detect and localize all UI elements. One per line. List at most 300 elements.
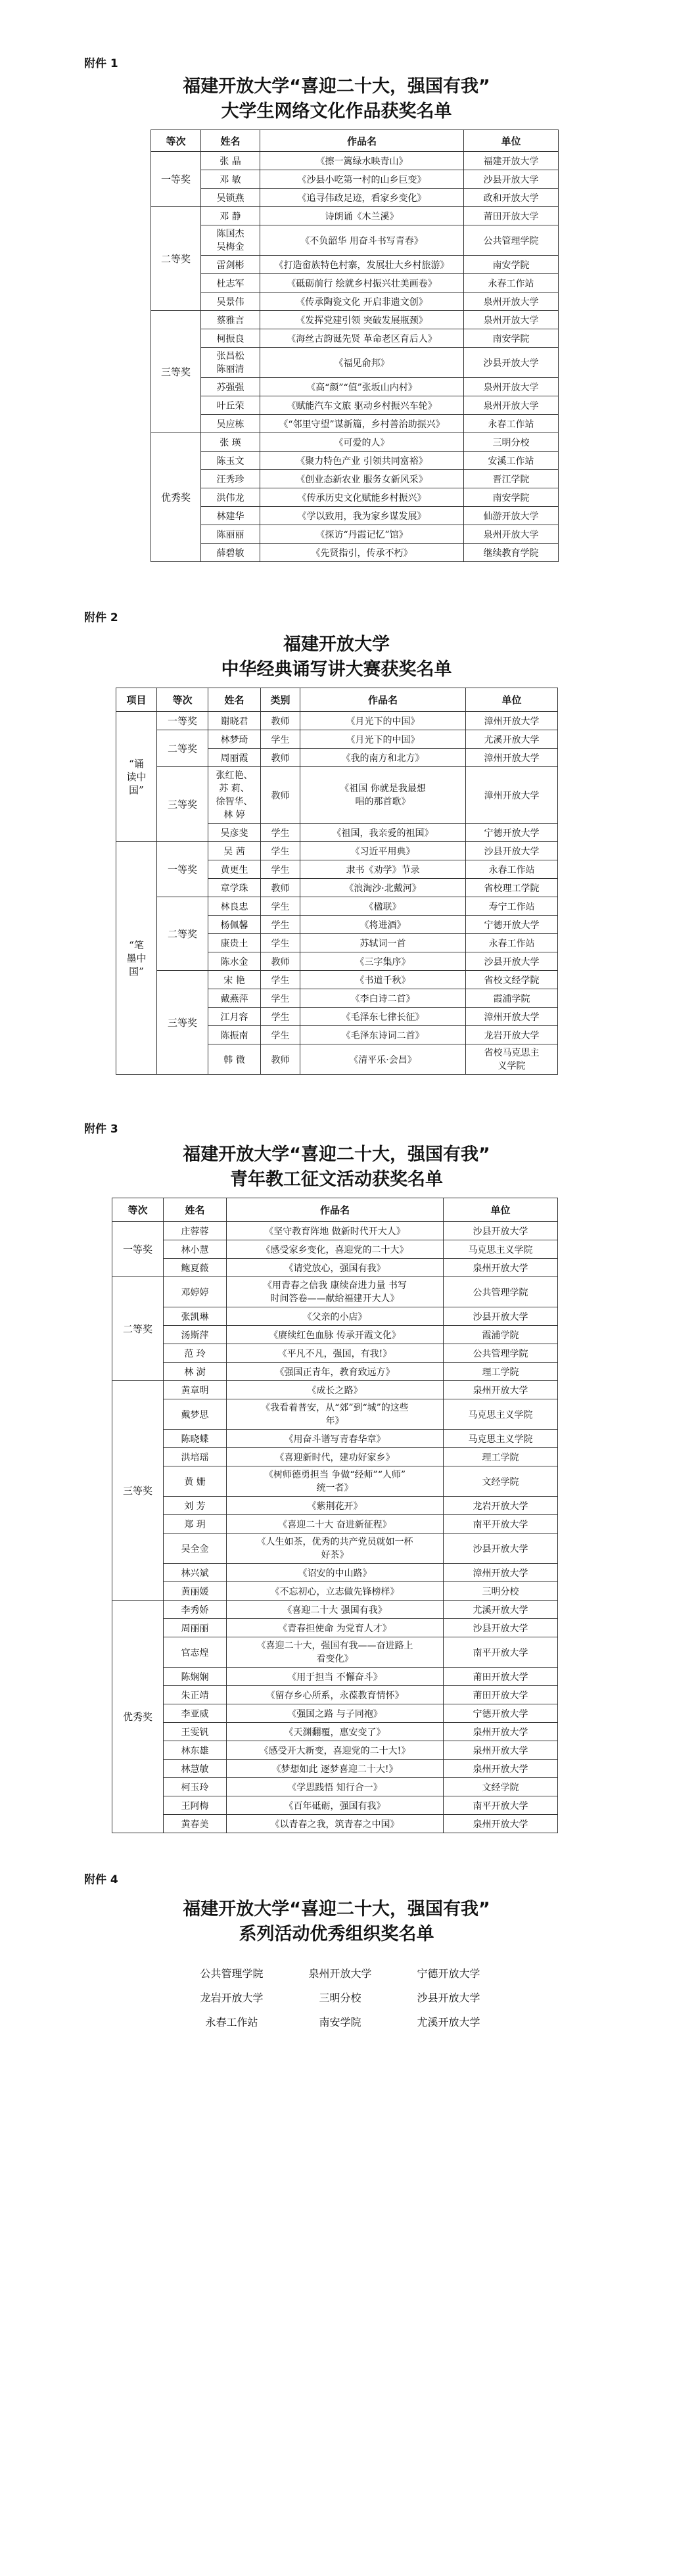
unit-cell: 泉州开放大学 xyxy=(444,1381,558,1399)
award-level-cell: 三等奖 xyxy=(157,767,208,842)
table-row xyxy=(151,433,559,452)
unit-cell: 晋江学院 xyxy=(464,470,559,488)
work-cell: 《用于担当 不懈奋斗》 xyxy=(227,1668,444,1686)
unit-cell: 沙县开放大学 xyxy=(464,170,559,189)
work-cell: 《海丝古韵诞先贤 革命老区育后人》 xyxy=(260,329,464,348)
organization-item: 龙岩开放大学 xyxy=(200,1992,264,2004)
award-level-cell: 三等奖 xyxy=(151,311,201,433)
unit-cell: 三明分校 xyxy=(464,433,559,452)
category-cell: 教师 xyxy=(261,879,300,897)
unit-cell: 泉州开放大学 xyxy=(444,1760,558,1778)
unit-cell: 沙县开放大学 xyxy=(466,952,558,971)
attachment-1-title-line2: 大学生网络文化作品获奖名单 xyxy=(221,101,452,122)
name-cell: 陈丽丽 xyxy=(201,525,260,544)
unit-cell: 公共管理学院 xyxy=(444,1277,558,1307)
table-header: 作品名 xyxy=(260,130,464,152)
work-cell: 《喜迎二十大 奋进新征程》 xyxy=(227,1515,444,1534)
name-cell: 柯振良 xyxy=(201,329,260,348)
unit-cell: 莆田开放大学 xyxy=(444,1686,558,1704)
work-cell-line: 好茶》 xyxy=(321,1549,349,1560)
work-cell: 《将进酒》 xyxy=(300,916,466,934)
work-cell: 《不负韶华 用奋斗书写青春》 xyxy=(260,225,464,256)
name-cell: 汪秀珍 xyxy=(201,470,260,488)
work-cell xyxy=(227,1399,444,1430)
table-row xyxy=(116,767,558,824)
name-cell: 范 玲 xyxy=(164,1344,227,1363)
unit-cell-line: 省校马克思主 xyxy=(484,1047,540,1058)
category-cell: 学生 xyxy=(261,916,300,934)
table-row xyxy=(116,712,558,730)
unit-cell: 马克思主义学院 xyxy=(444,1430,558,1448)
table-row xyxy=(112,1381,558,1399)
attachment-2-title-line1: 福建开放大学 xyxy=(283,634,390,655)
attachment-3-table xyxy=(112,1198,558,1833)
table-row xyxy=(112,1363,558,1381)
unit-cell: 漳州开放大学 xyxy=(466,712,558,730)
name-cell: 郑 玥 xyxy=(164,1515,227,1534)
name-cell: 谢晓君 xyxy=(208,712,261,730)
table-row xyxy=(112,1582,558,1601)
table-row xyxy=(151,311,559,329)
attachment-1 xyxy=(0,0,673,562)
name-cell: 吴全金 xyxy=(164,1534,227,1564)
category-cell: 教师 xyxy=(261,712,300,730)
work-cell: 苏轼词一首 xyxy=(300,934,466,952)
work-cell-line: 《我看着普安，从“郊”到“城”的这些 xyxy=(261,1402,409,1413)
table-header: 单位 xyxy=(464,130,559,152)
table-row xyxy=(151,256,559,274)
work-cell: 《月光下的中国》 xyxy=(300,730,466,749)
table-row xyxy=(112,1259,558,1277)
name-cell: 陈水金 xyxy=(208,952,261,971)
table-header: 等次 xyxy=(151,130,201,152)
category-cell: 学生 xyxy=(261,897,300,916)
name-cell: 刘 芳 xyxy=(164,1497,227,1515)
work-cell: 《聚力特色产业 引领共同富裕》 xyxy=(260,452,464,470)
attachment-4 xyxy=(0,1833,673,2029)
work-cell xyxy=(300,767,466,824)
table-row xyxy=(112,1601,558,1619)
name-cell xyxy=(208,767,261,824)
table-row xyxy=(112,1448,558,1466)
unit-cell: 霞浦学院 xyxy=(466,989,558,1008)
project-cell-line: 国” xyxy=(129,965,144,977)
work-cell: 《习近平用典》 xyxy=(300,842,466,860)
name-cell: 吴 茜 xyxy=(208,842,261,860)
unit-cell: 省校理工学院 xyxy=(466,879,558,897)
table-row xyxy=(112,1704,558,1723)
unit-cell-line: 义学院 xyxy=(498,1060,526,1071)
name-cell: 吴景伟 xyxy=(201,293,260,311)
work-cell: 《发挥党建引领 突破发展瓶颈》 xyxy=(260,311,464,329)
table-header: 姓名 xyxy=(201,130,260,152)
unit-cell: 南平开放大学 xyxy=(444,1796,558,1815)
work-cell: 《赋能汽车文旅 驱动乡村振兴车轮》 xyxy=(260,396,464,415)
name-cell: 林良忠 xyxy=(208,897,261,916)
unit-cell: 漳州开放大学 xyxy=(466,749,558,767)
unit-cell: 南平开放大学 xyxy=(444,1637,558,1668)
table-row xyxy=(151,470,559,488)
unit-cell: 莆田开放大学 xyxy=(464,207,559,225)
table-row xyxy=(116,897,558,916)
category-cell: 学生 xyxy=(261,842,300,860)
work-cell: 《百年砥砺，强国有我》 xyxy=(227,1796,444,1815)
unit-cell: 泉州开放大学 xyxy=(464,311,559,329)
unit-cell: 政和开放大学 xyxy=(464,189,559,207)
name-cell: 戴梦思 xyxy=(164,1399,227,1430)
unit-cell: 漳州开放大学 xyxy=(466,767,558,824)
organization-item: 宁德开放大学 xyxy=(417,1967,480,1980)
name-cell: 陈振南 xyxy=(208,1026,261,1044)
work-cell: 《留存乡心所系，永葆教育情怀》 xyxy=(227,1686,444,1704)
table-row xyxy=(151,189,559,207)
category-cell: 教师 xyxy=(261,749,300,767)
project-cell-line: 国” xyxy=(129,784,144,796)
table-row xyxy=(112,1326,558,1344)
award-level-cell: 二等奖 xyxy=(157,730,208,767)
work-cell-line: 《树师德勇担当 争做“经师”“人师” xyxy=(264,1469,406,1480)
table-row xyxy=(112,1277,558,1307)
work-cell: 《感受开大新变，喜迎党的二十大!》 xyxy=(227,1741,444,1760)
organization-item: 三明分校 xyxy=(319,1992,361,2004)
work-cell: 《我的南方和北方》 xyxy=(300,749,466,767)
table-row xyxy=(116,842,558,860)
name-cell: 朱正靖 xyxy=(164,1686,227,1704)
table-row xyxy=(112,1534,558,1564)
unit-cell: 福建开放大学 xyxy=(464,152,559,170)
table-row xyxy=(112,1760,558,1778)
attachment-3-title-line1: 福建开放大学“喜迎二十大，强国有我” xyxy=(183,1144,490,1165)
work-cell-line: 统一者》 xyxy=(316,1482,354,1493)
attachment-1-table xyxy=(151,129,559,562)
category-cell: 学生 xyxy=(261,824,300,842)
work-cell: 《清平乐·会昌》 xyxy=(300,1044,466,1075)
table-row xyxy=(112,1466,558,1497)
table-row xyxy=(112,1668,558,1686)
name-cell: 王阿梅 xyxy=(164,1796,227,1815)
work-cell: 《毛泽东七律长征》 xyxy=(300,1008,466,1026)
name-cell-line: 张红艳、 xyxy=(216,770,253,781)
work-cell xyxy=(227,1534,444,1564)
name-cell: 章学珠 xyxy=(208,879,261,897)
table-header: 单位 xyxy=(444,1198,558,1222)
name-cell: 江月容 xyxy=(208,1008,261,1026)
project-cell xyxy=(116,842,157,1075)
work-cell-line: 唱的那首歌》 xyxy=(355,796,411,807)
table-row xyxy=(151,488,559,507)
name-cell: 戴燕萍 xyxy=(208,989,261,1008)
work-cell: 《“邻里守望”谋新篇，乡村善治助振兴》 xyxy=(260,415,464,433)
unit-cell: 泉州开放大学 xyxy=(444,1815,558,1833)
name-cell: 杨佩馨 xyxy=(208,916,261,934)
name-cell: 雷剑彬 xyxy=(201,256,260,274)
attachment-4-title-line1: 福建开放大学“喜迎二十大，强国有我” xyxy=(183,1899,490,1919)
organization-item: 永春工作站 xyxy=(205,2016,258,2028)
award-level-cell: 二等奖 xyxy=(112,1277,164,1381)
name-cell: 黄丽媛 xyxy=(164,1582,227,1601)
unit-cell: 泉州开放大学 xyxy=(464,293,559,311)
table-row xyxy=(151,544,559,562)
work-cell: 《坚守教育阵地 做新时代开大人》 xyxy=(227,1222,444,1240)
category-cell: 教师 xyxy=(261,1044,300,1075)
name-cell: 吴彦斐 xyxy=(208,824,261,842)
table-header: 单位 xyxy=(466,688,558,712)
category-cell: 学生 xyxy=(261,934,300,952)
unit-cell: 霞浦学院 xyxy=(444,1326,558,1344)
unit-cell: 尤溪开放大学 xyxy=(466,730,558,749)
table-header: 作品名 xyxy=(300,688,466,712)
project-cell-line: 墨中 xyxy=(126,952,147,964)
unit-cell: 马克思主义学院 xyxy=(444,1399,558,1430)
unit-cell: 宁德开放大学 xyxy=(466,916,558,934)
name-cell: 杜志军 xyxy=(201,274,260,293)
category-cell: 学生 xyxy=(261,860,300,879)
table-row xyxy=(112,1741,558,1760)
table-row xyxy=(112,1307,558,1326)
unit-cell: 仙游开放大学 xyxy=(464,507,559,525)
organization-item: 沙县开放大学 xyxy=(417,1992,480,2004)
work-cell: 《以青春之我，筑青春之中国》 xyxy=(227,1815,444,1833)
work-cell: 《平凡不凡，强国，有我!》 xyxy=(227,1344,444,1363)
work-cell-line: 《喜迎二十大，强国有我——奋进路上 xyxy=(256,1640,413,1651)
work-cell: 《强国之路 与子同袍》 xyxy=(227,1704,444,1723)
award-level-cell: 三等奖 xyxy=(157,971,208,1075)
table-row xyxy=(112,1815,558,1833)
name-cell: 吴应栋 xyxy=(201,415,260,433)
unit-cell: 公共管理学院 xyxy=(444,1344,558,1363)
unit-cell: 漳州开放大学 xyxy=(444,1564,558,1582)
award-level-cell: 优秀奖 xyxy=(151,433,201,562)
name-cell: 陈娴娴 xyxy=(164,1668,227,1686)
name-cell-line: 徐智华、 xyxy=(216,796,253,807)
organization-item: 泉州开放大学 xyxy=(308,1967,372,1980)
name-cell: 林小慧 xyxy=(164,1240,227,1259)
work-cell: 《砥砺前行 绘就乡村振兴壮美画卷》 xyxy=(260,274,464,293)
work-cell-line: 《人生如茶，优秀的共产党员就如一杯 xyxy=(256,1536,413,1547)
category-cell: 教师 xyxy=(261,952,300,971)
work-cell-line: 年》 xyxy=(325,1415,344,1426)
name-cell: 柯玉玲 xyxy=(164,1778,227,1796)
name-cell: 李秀娇 xyxy=(164,1601,227,1619)
work-cell-line: 《祖国 你就是我最想 xyxy=(340,783,426,794)
work-cell: 《学以致用，我为家乡谋发展》 xyxy=(260,507,464,525)
name-cell: 王雯钒 xyxy=(164,1723,227,1741)
work-cell: 《祖国，我亲爱的祖国》 xyxy=(300,824,466,842)
project-cell-line: 读中 xyxy=(126,770,147,783)
work-cell: 《李白诗二首》 xyxy=(300,989,466,1008)
unit-cell: 莆田开放大学 xyxy=(444,1668,558,1686)
table-header: 等次 xyxy=(157,688,208,712)
name-cell: 薛碧敏 xyxy=(201,544,260,562)
name-cell-line: 林 婷 xyxy=(223,809,245,820)
work-cell: 《请党放心，强国有我》 xyxy=(227,1259,444,1277)
unit-cell: 宁德开放大学 xyxy=(466,824,558,842)
award-level-cell: 二等奖 xyxy=(157,897,208,971)
table-row xyxy=(151,348,559,378)
work-cell-line: 时间答卷——献给福建开大人》 xyxy=(270,1293,400,1304)
unit-cell: 文经学院 xyxy=(444,1466,558,1497)
name-cell: 黄更生 xyxy=(208,860,261,879)
work-cell: 《先贤指引，传承不朽》 xyxy=(260,544,464,562)
work-cell: 《楹联》 xyxy=(300,897,466,916)
table-row xyxy=(151,507,559,525)
table-row xyxy=(151,525,559,544)
name-cell-line: 陈丽清 xyxy=(216,363,244,375)
unit-cell: 南安学院 xyxy=(464,329,559,348)
table-row xyxy=(112,1686,558,1704)
table-row xyxy=(112,1796,558,1815)
unit-cell: 沙县开放大学 xyxy=(464,348,559,378)
category-cell: 学生 xyxy=(261,1026,300,1044)
table-header: 姓名 xyxy=(164,1198,227,1222)
name-cell: 韩 微 xyxy=(208,1044,261,1075)
work-cell: 《书道千秋》 xyxy=(300,971,466,989)
table-row xyxy=(151,452,559,470)
name-cell xyxy=(201,348,260,378)
name-cell-line: 陈国杰 xyxy=(216,228,244,239)
unit-cell: 永春工作站 xyxy=(464,274,559,293)
attachment-2-table xyxy=(116,688,558,1075)
table-row xyxy=(116,971,558,989)
work-cell: 《诏安的中山路》 xyxy=(227,1564,444,1582)
table-header: 等次 xyxy=(112,1198,164,1222)
work-cell: 《月光下的中国》 xyxy=(300,712,466,730)
table-row xyxy=(151,170,559,189)
category-cell: 学生 xyxy=(261,989,300,1008)
table-row xyxy=(112,1399,558,1430)
unit-cell: 南安学院 xyxy=(464,488,559,507)
attachment-2 xyxy=(0,562,673,1075)
table-row xyxy=(151,415,559,433)
name-cell: 黄春美 xyxy=(164,1815,227,1833)
unit-cell: 省校文经学院 xyxy=(466,971,558,989)
unit-cell: 南平开放大学 xyxy=(444,1515,558,1534)
table-header: 作品名 xyxy=(227,1198,444,1222)
work-cell: 诗朗诵《木兰溪》 xyxy=(260,207,464,225)
name-cell: 李亚威 xyxy=(164,1704,227,1723)
table-row xyxy=(151,207,559,225)
name-cell: 陈晓蝶 xyxy=(164,1430,227,1448)
unit-cell: 泉州开放大学 xyxy=(464,378,559,396)
unit-cell: 永春工作站 xyxy=(464,415,559,433)
name-cell xyxy=(201,225,260,256)
name-cell: 叶丘荣 xyxy=(201,396,260,415)
category-cell: 学生 xyxy=(261,971,300,989)
work-cell: 《可爱的人》 xyxy=(260,433,464,452)
work-cell: 《传承历史文化赋能乡村振兴》 xyxy=(260,488,464,507)
unit-cell: 泉州开放大学 xyxy=(464,396,559,415)
attachment-2-label: 附件 2 xyxy=(84,611,118,624)
work-cell: 《创业态新农业 服务女新风采》 xyxy=(260,470,464,488)
unit-cell: 安溪工作站 xyxy=(464,452,559,470)
work-cell: 《父亲的小店》 xyxy=(227,1307,444,1326)
name-cell: 邓 静 xyxy=(201,207,260,225)
work-cell: 《毛泽东诗词二首》 xyxy=(300,1026,466,1044)
award-level-cell: 二等奖 xyxy=(151,207,201,311)
work-cell: 《天渊翻覆，惠安变了》 xyxy=(227,1723,444,1741)
work-cell: 《感受家乡变化，喜迎党的二十大》 xyxy=(227,1240,444,1259)
unit-cell: 泉州开放大学 xyxy=(444,1741,558,1760)
work-cell: 《浪淘沙·北戴河》 xyxy=(300,879,466,897)
name-cell: 林兴斌 xyxy=(164,1564,227,1582)
award-level-cell: 优秀奖 xyxy=(112,1601,164,1833)
unit-cell: 南安学院 xyxy=(464,256,559,274)
table-header: 项目 xyxy=(116,688,157,712)
name-cell: 鲍夏薇 xyxy=(164,1259,227,1277)
work-cell: 《喜迎二十大 强国有我》 xyxy=(227,1601,444,1619)
name-cell: 洪伟龙 xyxy=(201,488,260,507)
table-row xyxy=(116,730,558,749)
unit-cell: 漳州开放大学 xyxy=(466,1008,558,1026)
unit-cell: 理工学院 xyxy=(444,1448,558,1466)
table-row xyxy=(112,1497,558,1515)
award-level-cell: 一等奖 xyxy=(157,712,208,730)
work-cell: 《用奋斗谱写青春华章》 xyxy=(227,1430,444,1448)
attachment-3-label: 附件 3 xyxy=(84,1123,118,1136)
organization-item: 公共管理学院 xyxy=(200,1967,264,1980)
work-cell: 《成长之路》 xyxy=(227,1381,444,1399)
name-cell: 邓婷婷 xyxy=(164,1277,227,1307)
award-level-cell: 一等奖 xyxy=(157,842,208,897)
unit-cell: 永春工作站 xyxy=(466,860,558,879)
name-cell: 洪培瑶 xyxy=(164,1448,227,1466)
work-cell: 《擦一篱绿水映青山》 xyxy=(260,152,464,170)
work-cell: 《学思践悟 知行合一》 xyxy=(227,1778,444,1796)
name-cell: 张 晶 xyxy=(201,152,260,170)
unit-cell: 泉州开放大学 xyxy=(444,1259,558,1277)
unit-cell: 尤溪开放大学 xyxy=(444,1601,558,1619)
attachment-2-title-line2: 中华经典诵写讲大赛获奖名单 xyxy=(221,659,452,680)
table-row xyxy=(112,1778,558,1796)
table-row xyxy=(112,1564,558,1582)
name-cell: 苏强强 xyxy=(201,378,260,396)
table-row xyxy=(112,1430,558,1448)
category-cell: 学生 xyxy=(261,1008,300,1026)
name-cell: 黄章明 xyxy=(164,1381,227,1399)
name-cell: 林东雄 xyxy=(164,1741,227,1760)
name-cell: 周丽霞 xyxy=(208,749,261,767)
unit-cell: 沙县开放大学 xyxy=(466,842,558,860)
category-cell: 教师 xyxy=(261,767,300,824)
work-cell xyxy=(227,1637,444,1668)
unit-cell: 宁德开放大学 xyxy=(444,1704,558,1723)
unit-cell: 理工学院 xyxy=(444,1363,558,1381)
work-cell: 《探访“丹霞记忆”馆》 xyxy=(260,525,464,544)
name-cell: 宋 艳 xyxy=(208,971,261,989)
name-cell: 吴锁燕 xyxy=(201,189,260,207)
work-cell: 隶书《劝学》节录 xyxy=(300,860,466,879)
name-cell: 汤斯萍 xyxy=(164,1326,227,1344)
attachment-3 xyxy=(0,1075,673,1833)
organization-list xyxy=(177,1965,506,2029)
attachment-1-title-line1: 福建开放大学“喜迎二十大，强国有我” xyxy=(183,76,490,97)
attachment-4-label: 附件 4 xyxy=(84,1873,118,1886)
work-cell: 《追寻伟政足迹，看家乡变化》 xyxy=(260,189,464,207)
table-row xyxy=(112,1240,558,1259)
unit-cell: 沙县开放大学 xyxy=(444,1307,558,1326)
work-cell-line: 看变化》 xyxy=(316,1653,354,1664)
table-row xyxy=(112,1515,558,1534)
name-cell: 陈玉文 xyxy=(201,452,260,470)
table-header: 类别 xyxy=(261,688,300,712)
unit-cell: 龙岩开放大学 xyxy=(466,1026,558,1044)
attachment-1-label: 附件 1 xyxy=(84,57,118,70)
table-row xyxy=(112,1344,558,1363)
table-row xyxy=(112,1723,558,1741)
project-cell-line: “笔 xyxy=(129,939,144,951)
table-row xyxy=(151,225,559,256)
name-cell: 周丽丽 xyxy=(164,1619,227,1637)
